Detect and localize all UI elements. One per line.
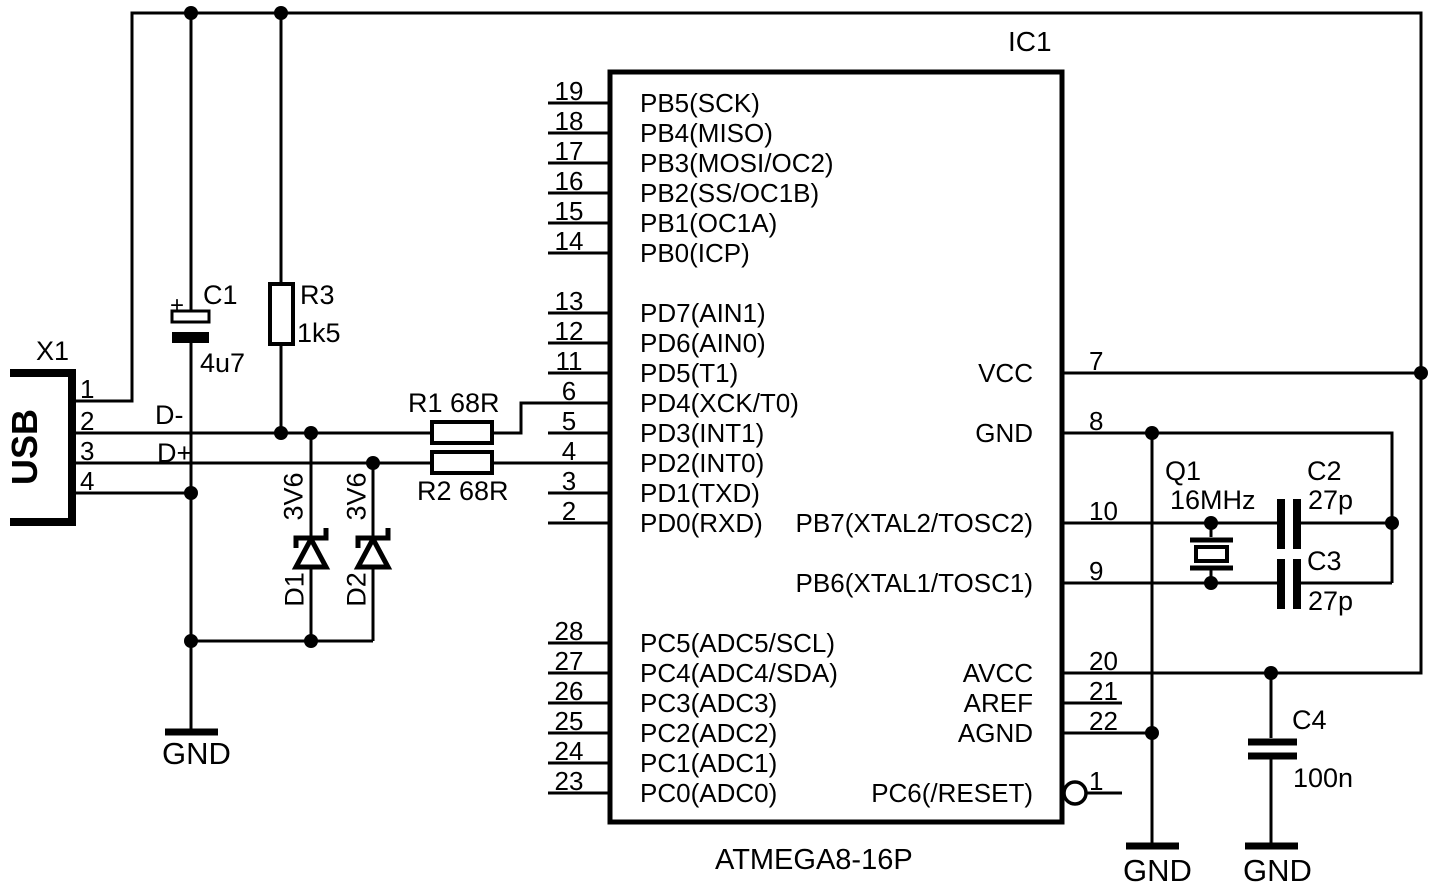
junction-dot <box>184 486 198 500</box>
ic-pin-name-pb7: PB7(XTAL2/TOSC2) <box>795 508 1033 538</box>
junction-dot <box>1414 366 1428 380</box>
ic-pin-name-pb0: PB0(ICP) <box>640 238 750 268</box>
ground-label-left: GND <box>162 736 231 771</box>
ground-label-right: GND <box>1243 853 1312 888</box>
junction-dot <box>184 6 198 20</box>
crystal-q1-symbol <box>1190 540 1233 568</box>
ic-pin-number-28: 28 <box>554 616 584 646</box>
c3-value: 27p <box>1308 586 1354 616</box>
ic-part-number: ATMEGA8-16P <box>715 844 913 876</box>
q1-designator: Q1 <box>1165 456 1202 486</box>
ic-pin-number-27: 27 <box>554 646 584 676</box>
ic-pin-number-7: 7 <box>1089 346 1104 376</box>
usb-designator: X1 <box>36 336 70 366</box>
reset-pin-bubble <box>1064 782 1086 804</box>
ic-pin-number-3: 3 <box>561 466 577 496</box>
junction-dot <box>1385 516 1399 530</box>
ic-pin-name-pc5: PC5(ADC5/SCL) <box>640 628 836 658</box>
junction-dot <box>274 426 288 440</box>
ic-pin-name-pb2: PB2(SS/OC1B) <box>640 178 820 208</box>
usb-pin-number-3: 3 <box>80 436 95 466</box>
c1-negative-plate <box>172 332 209 343</box>
ic-pin-name-pd2: PD2(INT0) <box>640 448 765 478</box>
ic-pin-name-gnd: GND <box>975 418 1033 448</box>
c1-value: 4u7 <box>200 348 246 378</box>
resistor-r1-body <box>432 422 492 443</box>
r1-label: R1 68R <box>408 388 500 418</box>
q1-value: 16MHz <box>1170 485 1256 515</box>
ic-pin-number-18: 18 <box>554 106 584 136</box>
ic-pin-number-6: 6 <box>561 376 577 406</box>
capacitor-c2-symbol <box>1281 499 1297 549</box>
junction-dot <box>304 634 318 648</box>
ic-pin-number-17: 17 <box>554 136 584 166</box>
ic-pin-number-15: 15 <box>554 196 584 226</box>
ic-pin-name-pb1: PB1(OC1A) <box>640 208 778 238</box>
ic-pin-name-pc6-reset: PC6(/RESET) <box>871 778 1033 808</box>
ic-pin-name-pc0: PC0(ADC0) <box>640 778 778 808</box>
capacitor-c4-symbol <box>1248 742 1297 756</box>
resistor-r2-body <box>432 452 492 473</box>
junction-dot <box>274 6 288 20</box>
ic-pin-name-pb4: PB4(MISO) <box>640 118 773 148</box>
ic-pin-name-pd3: PD3(INT1) <box>640 418 765 448</box>
ic-pin-number-12: 12 <box>554 316 584 346</box>
ic-pin-number-2: 2 <box>561 496 577 526</box>
ic-pin-number-14: 14 <box>554 226 584 256</box>
ic-pin-name-pc2: PC2(ADC2) <box>640 718 778 748</box>
r2-label: R2 68R <box>417 476 509 506</box>
ic-pin-name-pc3: PC3(ADC3) <box>640 688 778 718</box>
ic-pin-name-pc4: PC4(ADC4/SDA) <box>640 658 838 688</box>
ic-pin-name-pd7: PD7(AIN1) <box>640 298 766 328</box>
junction-dot <box>1204 516 1218 530</box>
ic-pin-name-pb3: PB3(MOSI/OC2) <box>640 148 834 178</box>
d1-value: 3V6 <box>278 472 309 521</box>
d2-triangle <box>358 539 388 567</box>
ic-pin-number-19: 19 <box>554 76 584 106</box>
d1-triangle <box>296 539 326 567</box>
signal-label-dplus: D+ <box>157 438 193 468</box>
d2-value: 3V6 <box>341 472 372 521</box>
junction-dot <box>1204 576 1218 590</box>
capacitor-c3-symbol <box>1281 559 1297 609</box>
q1-body <box>1196 547 1227 561</box>
d2-designator: D2 <box>341 572 372 607</box>
c2-value: 27p <box>1308 485 1354 515</box>
r3-value: 1k5 <box>297 318 341 348</box>
ic-pin-number-22: 22 <box>1089 706 1118 736</box>
c4-value: 100n <box>1293 763 1354 793</box>
c2-designator: C2 <box>1307 456 1342 486</box>
ic-pin-name-pb6: PB6(XTAL1/TOSC1) <box>795 568 1033 598</box>
usb-pin-number-2: 2 <box>80 406 95 436</box>
junction-dot <box>1264 666 1278 680</box>
d1-designator: D1 <box>279 572 310 607</box>
zener-d1-symbol <box>296 528 326 567</box>
ic-pin-number-10: 10 <box>1089 496 1118 526</box>
ic-pin-number-11: 11 <box>555 346 583 376</box>
ic-pin-name-pd5: PD5(T1) <box>640 358 739 388</box>
c3-designator: C3 <box>1307 546 1342 576</box>
junction-dot <box>304 426 318 440</box>
junction-dot <box>184 634 198 648</box>
ic-pin-number-26: 26 <box>554 676 584 706</box>
ic-pin-name-vcc: VCC <box>978 358 1033 388</box>
ic-pin-name-pd4: PD4(XCK/T0) <box>640 388 799 418</box>
ic-pin-number-1: 1 <box>1089 766 1104 796</box>
ic-pin-number-9: 9 <box>1089 556 1104 586</box>
ic-pin-number-21: 21 <box>1089 676 1118 706</box>
ic-pin-number-8: 8 <box>1089 406 1104 436</box>
c1-polarity-mark: + <box>170 292 185 319</box>
ic-pin-name-pd1: PD1(TXD) <box>640 478 760 508</box>
ic-pin-number-24: 24 <box>554 736 584 766</box>
c1-designator: C1 <box>203 280 238 310</box>
c4-designator: C4 <box>1292 705 1327 735</box>
ic-pin-name-aref: AREF <box>963 688 1033 718</box>
ic-pin-name-agnd: AGND <box>957 718 1033 748</box>
usb-pin-number-1: 1 <box>80 374 95 404</box>
ic-pin-number-13: 13 <box>554 286 584 316</box>
ic-pin-name-avcc: AVCC <box>962 658 1033 688</box>
resistor-r3-body <box>270 284 293 344</box>
ground-label-middle: GND <box>1123 853 1192 888</box>
ic-pin-number-4: 4 <box>561 436 577 466</box>
ic-pin-name-pd6: PD6(AIN0) <box>640 328 766 358</box>
ic-pin-number-25: 25 <box>554 706 584 736</box>
usb-connector-label: USB <box>4 409 45 486</box>
signal-label-dminus: D- <box>155 400 184 430</box>
zener-d2-symbol <box>358 528 388 567</box>
ic-pin-name-pc1: PC1(ADC1) <box>640 748 778 778</box>
ic-designator: IC1 <box>1008 26 1052 57</box>
r3-designator: R3 <box>300 280 335 310</box>
ic-pin-number-5: 5 <box>561 406 577 436</box>
ic-pin-name-pd0: PD0(RXD) <box>640 508 763 538</box>
usb-pin-number-4: 4 <box>80 466 95 496</box>
ic-pin-number-20: 20 <box>1089 646 1118 676</box>
ic-pin-number-23: 23 <box>554 766 584 796</box>
ic-pin-number-16: 16 <box>554 166 584 196</box>
ic-pin-name-pb5: PB5(SCK) <box>640 88 760 118</box>
